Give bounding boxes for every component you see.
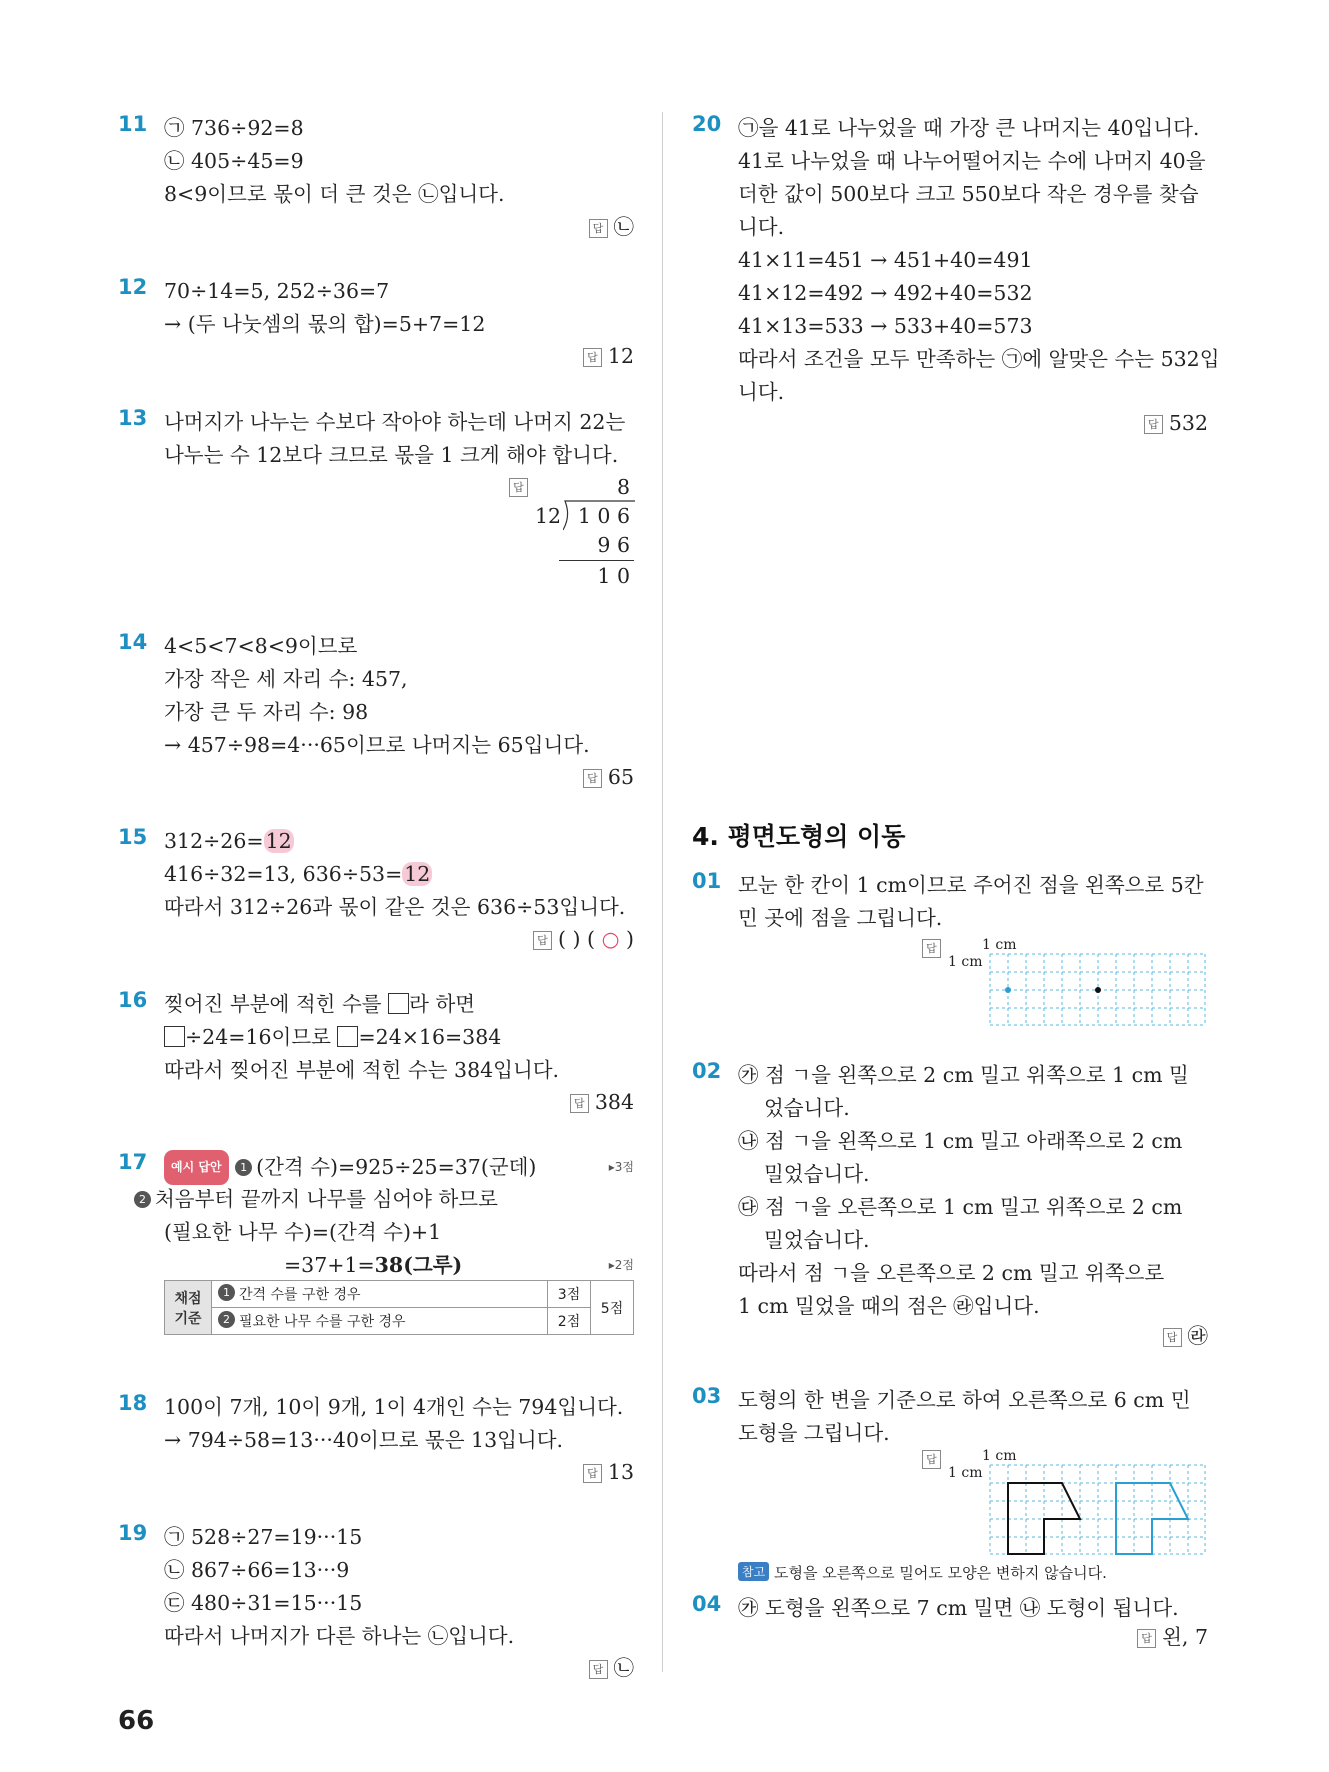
page-number: 66	[118, 1706, 155, 1736]
text-line: 1 cm 밀었을 때의 점은 ㉱입니다.	[738, 1294, 1040, 1318]
answer-value: 532	[1168, 411, 1208, 435]
answer-mark: 답	[1137, 1629, 1156, 1648]
text: =37+1=	[284, 1253, 375, 1277]
text-line: 었습니다.	[764, 1096, 850, 1120]
problem-number: 11	[118, 112, 148, 136]
text-line: 나누는 수 12보다 크므로 몫을 1 크게 해야 합니다.	[164, 443, 619, 467]
answer-mark: 답	[583, 769, 602, 788]
section-title: 4. 평면도형의 이동	[692, 822, 906, 851]
scoring-total: 5점	[591, 1281, 634, 1335]
text-line: 따라서 조건을 모두 만족하는 ㉠에 알맞은 수는 532입	[738, 347, 1220, 371]
problem-number: 20	[692, 112, 722, 136]
text-line: 가장 큰 두 자리 수: 98	[164, 700, 369, 724]
text-line: 따라서 312÷26과 몫이 같은 것은 636÷53입니다.	[164, 895, 626, 919]
scoring-points: 3점	[548, 1281, 591, 1308]
text-line: (필요한 나무 수)=(간격 수)+1	[164, 1220, 442, 1244]
problem-number: 03	[692, 1384, 722, 1408]
points-label: ▸2점	[608, 1258, 634, 1272]
text: 라 하면	[409, 992, 476, 1016]
divisor: 12	[535, 504, 562, 528]
blank-box	[388, 993, 409, 1014]
text-line: ㉰ 점 ㄱ을 오른쪽으로 1 cm 밀고 위쪽으로 2 cm	[738, 1195, 1183, 1219]
scoring-criterion: 1 간격 수를 구한 경우	[212, 1281, 548, 1308]
long-division	[509, 472, 634, 600]
text: 처음부터 끝까지 나무를 심어야 하므로	[155, 1187, 498, 1211]
scoring-table	[164, 1280, 634, 1335]
answer-mark: 답	[583, 1464, 602, 1483]
answer-choice-a: ( )	[558, 927, 581, 951]
problem-number: 14	[118, 630, 148, 654]
step-1-icon: 1	[235, 1159, 252, 1176]
unit-label: 1 cm	[948, 954, 983, 970]
column-divider	[662, 112, 663, 1672]
problem-number: 18	[118, 1391, 148, 1415]
text-line: ㉠을 41로 나누었을 때 가장 큰 나머지는 40입니다.	[738, 116, 1200, 140]
text: =24×16=384	[358, 1025, 502, 1049]
answer-value: ㉱	[1187, 1324, 1208, 1348]
text-line: 도형을 그립니다.	[738, 1421, 890, 1445]
text-line: ㉠ 736÷92=8	[164, 116, 304, 140]
answer-mark: 답	[583, 348, 602, 367]
scoring-points: 2점	[548, 1308, 591, 1335]
note-badge: 참고	[738, 1562, 769, 1581]
answer-mark: 답	[570, 1094, 589, 1113]
answer-value: ㉡	[613, 1656, 634, 1680]
text-line: 도형의 한 변을 기준으로 하여 오른쪽으로 6 cm 민	[738, 1388, 1191, 1412]
answer-mark: 답	[589, 1660, 608, 1679]
unit-label: 1 cm	[982, 1448, 1017, 1464]
answer-mark: 답	[922, 1450, 941, 1469]
blank-box	[164, 1026, 185, 1047]
problem-number: 02	[692, 1059, 722, 1083]
problem-number: 01	[692, 869, 722, 893]
answer-value: 12	[607, 344, 634, 368]
text-line: 따라서 점 ㄱ을 오른쪽으로 2 cm 밀고 위쪽으로	[738, 1261, 1165, 1285]
answer-choice-b-open: (	[587, 927, 596, 951]
example-answer-badge: 예시 답안	[164, 1150, 229, 1185]
points-label: ▸3점	[608, 1160, 634, 1174]
answer-value: ㉡	[613, 215, 634, 239]
problem-number: 13	[118, 406, 148, 430]
answer	[589, 212, 635, 242]
answer	[1163, 1321, 1209, 1351]
answer	[583, 1457, 634, 1487]
text-line: 41로 나누었을 때 나누어떨어지는 수에 나머지 40을	[738, 149, 1206, 173]
text: 416÷32=13, 636÷53=	[164, 862, 403, 886]
answer-mark: 답	[1144, 415, 1163, 434]
text-line: 더한 값이 500보다 크고 550보다 작은 경우를 찾습	[738, 182, 1199, 206]
highlighted-quotient: 12	[404, 862, 431, 886]
text-line: 니다.	[738, 215, 785, 239]
text-line: 41×11=451 → 451+40=491	[738, 248, 1033, 272]
text-line: 니다.	[738, 380, 785, 404]
answer-mark: 답	[922, 939, 941, 958]
text-line: 70÷14=5, 252÷36=7	[164, 279, 390, 303]
answer	[533, 924, 634, 954]
problem-number: 12	[118, 275, 148, 299]
text-line: 밀었습니다.	[764, 1228, 870, 1252]
answer-value: 13	[607, 1460, 634, 1484]
problem-number: 19	[118, 1521, 148, 1545]
answer	[1137, 1622, 1208, 1652]
text-line: 민 곳에 점을 그립니다.	[738, 906, 943, 930]
unit-label: 1 cm	[982, 937, 1017, 953]
highlighted-quotient: 12	[265, 829, 292, 853]
text-line: ㉡ 867÷66=13···9	[164, 1558, 350, 1582]
text-line: ㉯ 점 ㄱ을 왼쪽으로 1 cm 밀고 아래쪽으로 2 cm	[738, 1129, 1183, 1153]
problem-number: 16	[118, 988, 148, 1012]
answer	[583, 762, 634, 792]
note-text: 도형을 오른쪽으로 밀어도 모양은 변하지 않습니다.	[773, 1564, 1107, 1582]
answer-mark: 답	[533, 931, 552, 950]
blank-box	[337, 1026, 358, 1047]
answer-choice-b-close: )	[626, 927, 634, 951]
remainder: 1 0	[597, 564, 630, 588]
answer-mark: 답	[1163, 1328, 1182, 1347]
text-line: → 457÷98=4···65이므로 나머지는 65입니다.	[164, 733, 590, 757]
problem-number: 04	[692, 1592, 722, 1616]
answer	[589, 1653, 635, 1683]
text-line: ㉮ 도형을 왼쪽으로 7 cm 밀면 ㉯ 도형이 됩니다.	[738, 1596, 1179, 1620]
answer	[583, 341, 634, 371]
step-2-icon: 2	[134, 1191, 151, 1208]
text-line: 8<9이므로 몫이 더 큰 것은 ㉡입니다.	[164, 182, 505, 206]
text-line: ㉡ 405÷45=9	[164, 149, 304, 173]
answer	[1144, 408, 1208, 438]
quotient: 8	[616, 475, 630, 499]
text-line: 41×12=492 → 492+40=532	[738, 281, 1033, 305]
text-line: ㉮ 점 ㄱ을 왼쪽으로 2 cm 밀고 위쪽으로 1 cm 밀	[738, 1063, 1189, 1087]
text-line: 따라서 나머지가 다른 하나는 ㉡입니다.	[164, 1624, 515, 1648]
problem-number: 15	[118, 825, 148, 849]
answer-value: 65	[607, 765, 634, 789]
text-line: 41×13=533 → 533+40=573	[738, 314, 1033, 338]
answer-mark: 답	[589, 219, 608, 238]
answer-mark: 답	[509, 478, 528, 497]
text-line: 따라서 찢어진 부분에 적힌 수는 384입니다.	[164, 1058, 560, 1082]
text-line: 4<5<7<8<9이므로	[164, 634, 358, 658]
text-line: 모눈 한 칸이 1 cm이므로 주어진 점을 왼쪽으로 5칸	[738, 873, 1204, 897]
grid-dots-diagram	[989, 953, 1206, 1026]
dividend: 1 0 6	[577, 504, 630, 528]
text: 312÷26=	[164, 829, 264, 853]
product: 9 6	[597, 533, 630, 557]
text-line: ㉠ 528÷27=19···15	[164, 1525, 363, 1549]
text-line: → 794÷58=13···40이므로 몫은 13입니다.	[164, 1428, 564, 1452]
note	[738, 1562, 1107, 1583]
text: (간격 수)=925÷25=37(군데)	[256, 1155, 537, 1179]
answer-choice-b-mark: ○	[601, 927, 620, 951]
grid-shape-diagram	[989, 1464, 1206, 1555]
text: 찢어진 부분에 적힌 수를	[164, 992, 382, 1016]
scoring-header: 채점 기준	[165, 1281, 212, 1335]
text-line: 나머지가 나누는 수보다 작아야 하는데 나머지 22는	[164, 410, 626, 434]
text-line: → (두 나눗셈의 몫의 합)=5+7=12	[164, 312, 486, 336]
text-line: 밀었습니다.	[764, 1162, 870, 1186]
final-answer: 38(그루)	[374, 1253, 463, 1277]
answer	[570, 1087, 634, 1117]
problem-number: 17	[118, 1150, 148, 1174]
text-line: 가장 작은 세 자리 수: 457,	[164, 667, 408, 691]
answer-value: 384	[594, 1090, 634, 1114]
text: ÷24=16이므로	[185, 1025, 331, 1049]
answer-value: 왼, 7	[1162, 1625, 1208, 1649]
scoring-criterion: 2 필요한 나무 수를 구한 경우	[212, 1308, 548, 1335]
text-line: ㉢ 480÷31=15···15	[164, 1591, 363, 1615]
unit-label: 1 cm	[948, 1465, 983, 1481]
text-line: 100이 7개, 10이 9개, 1이 4개인 수는 794입니다.	[164, 1395, 624, 1419]
